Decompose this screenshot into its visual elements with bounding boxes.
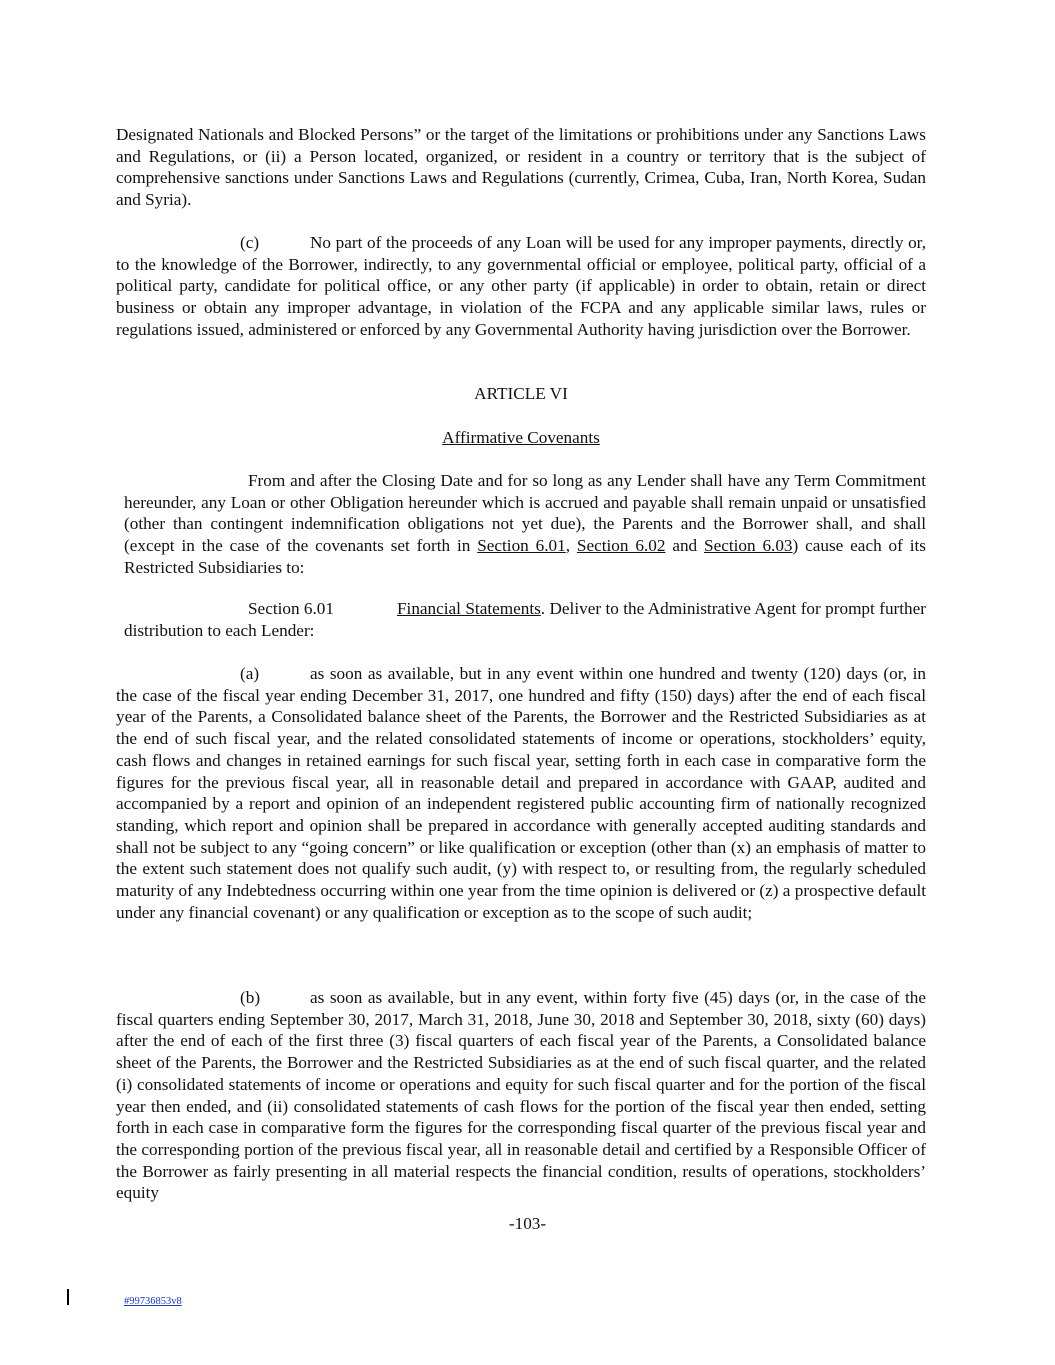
section-title: Financial Statements bbox=[397, 599, 541, 618]
preamble-sep-2: and bbox=[665, 536, 705, 556]
document-id-link[interactable]: #99736853v8 bbox=[124, 1296, 182, 1307]
clause-marker-a: (a) bbox=[240, 664, 260, 683]
clause-a-text: as soon as available, but in any event within one hundred and twenty (120) days (or, in the case of the fiscal year ending December 31, 2017, one hundred and fifty (150) days) after the end of each fiscal year of the Parents, a Consolidated balance sheet of the Parents, the Borrower and the Restricted Subsidiaries as at the end of such fiscal year, and the related consolidated statements of income or operations, stockholders’ equity, cash flows and changes in retained earnings for such fiscal year, setting forth in each case in comparative form the figures for the previous fiscal year, all in reasonable detail and prepared in accordance with GAAP, audited and accompanied by a report and opinion of an independent registered public accounting firm of nationally recognized standing, which report and opinion shall be prepared in accordance with generally accepted auditing standards and shall not be subject to any “going concern” or like qualification or exception (other than (x) an emphasis of matter to the extent such statement does not qualify such audit, (y) with respect to, or resulting from, the regularly scheduled maturity of any Indebtedness occurring within one year from the time opinion is delivered or (z) a prospective default under any financial covenant) or any qualification or exception as to the scope of such audit; bbox=[116, 664, 926, 922]
preamble-text-1: From and after the Closing Date and for so long as any Lender shall have any Term Commitment hereunder, any Loan or other Obligation hereunder which is accrued and payable shall remain unpaid or unsatisfied (other than contingent indemnification obligations not yet due), the Parents and the Borrower shall, and shall (except in the case of the covenants set forth in bbox=[124, 471, 926, 556]
section-ref-6-02[interactable]: Section 6.02 bbox=[576, 536, 666, 556]
section-text: . Deliver to the Administrative Agent for prompt further distribution to each Lender: bbox=[124, 599, 926, 640]
article-heading bbox=[116, 383, 926, 405]
article-title-wrap bbox=[116, 427, 926, 449]
sanctions-paragraph bbox=[116, 124, 926, 211]
clause-marker-b: (b) bbox=[240, 988, 261, 1007]
revision-bar bbox=[67, 1289, 69, 1305]
article-title: Affirmative Covenants bbox=[442, 428, 600, 447]
section-ref-6-03[interactable]: Section 6.03 bbox=[704, 536, 793, 556]
clause-c-text: No part of the proceeds of any Loan will be used for any improper payments, directly or, to the knowledge of the Borrower, indirectly, to any governmental official or employee, political party, official of a political party, candidate for political office, or any other party (if applicable) in order to obtain, retain or direct business or obtain any improper advantage, in violation of the FCPA and any applicable similar laws, rules or regulations issued, administered or enforced by any Governmental Authority having jurisdiction over the Borrower. bbox=[116, 233, 926, 339]
page-number: -103- bbox=[508, 1214, 547, 1233]
clause-b-text: as soon as available, but in any event, within forty five (45) days (or, in the case of the fiscal quarters ending September 30, 2017, March 31, 2018, June 30, 2018 and September 30, 2018, sixty (60) days) after the end of each of the first three (3) fiscal quarters of each fiscal year of the Parents, a Consolidated balance sheet of the Parents, the Borrower and the Restricted Subsidiaries as at the end of such fiscal quarter, and the related (i) consolidated statements of income or operations and equity for such fiscal quarter and for the portion of the fiscal year then ended, and (ii) consolidated statements of cash flows for the portion of the fiscal year then ended, setting forth in each case in comparative form the figures for the corresponding fiscal quarter of the previous fiscal year and the corresponding portion of the previous fiscal year, all in reasonable detail and certified by a Responsible Officer of the Borrower as fairly presenting in all material respects the financial condition, results of operations, stockholders’ equity bbox=[116, 988, 926, 1203]
preamble-text-2: ) cause each of its Restricted Subsidiaries to: bbox=[124, 536, 926, 577]
paragraph-c bbox=[116, 232, 926, 341]
preamble-sep-1: , bbox=[565, 536, 577, 556]
paragraph-b bbox=[116, 987, 926, 1204]
section-ref-6-01[interactable]: Section 6.01 bbox=[477, 536, 566, 556]
preamble-paragraph bbox=[124, 470, 926, 579]
paragraph-text: Designated Nationals and Blocked Persons” or the target of the limitations or prohibitions under any Sanctions Laws and Regulations, or (ii) a Person located, organized, or resident in a country or territory that is the subject of comprehensive sanctions under Sanctions Laws and Regulations (currently, Crimea, Cuba, Iran, North Korea, Sudan and Syria). bbox=[116, 125, 926, 210]
section-6-01-heading bbox=[124, 598, 926, 641]
clause-marker-c: (c) bbox=[240, 233, 260, 252]
paragraph-a bbox=[116, 663, 926, 923]
section-number: Section 6.01 bbox=[248, 599, 334, 618]
article-number: ARTICLE VI bbox=[474, 384, 568, 403]
